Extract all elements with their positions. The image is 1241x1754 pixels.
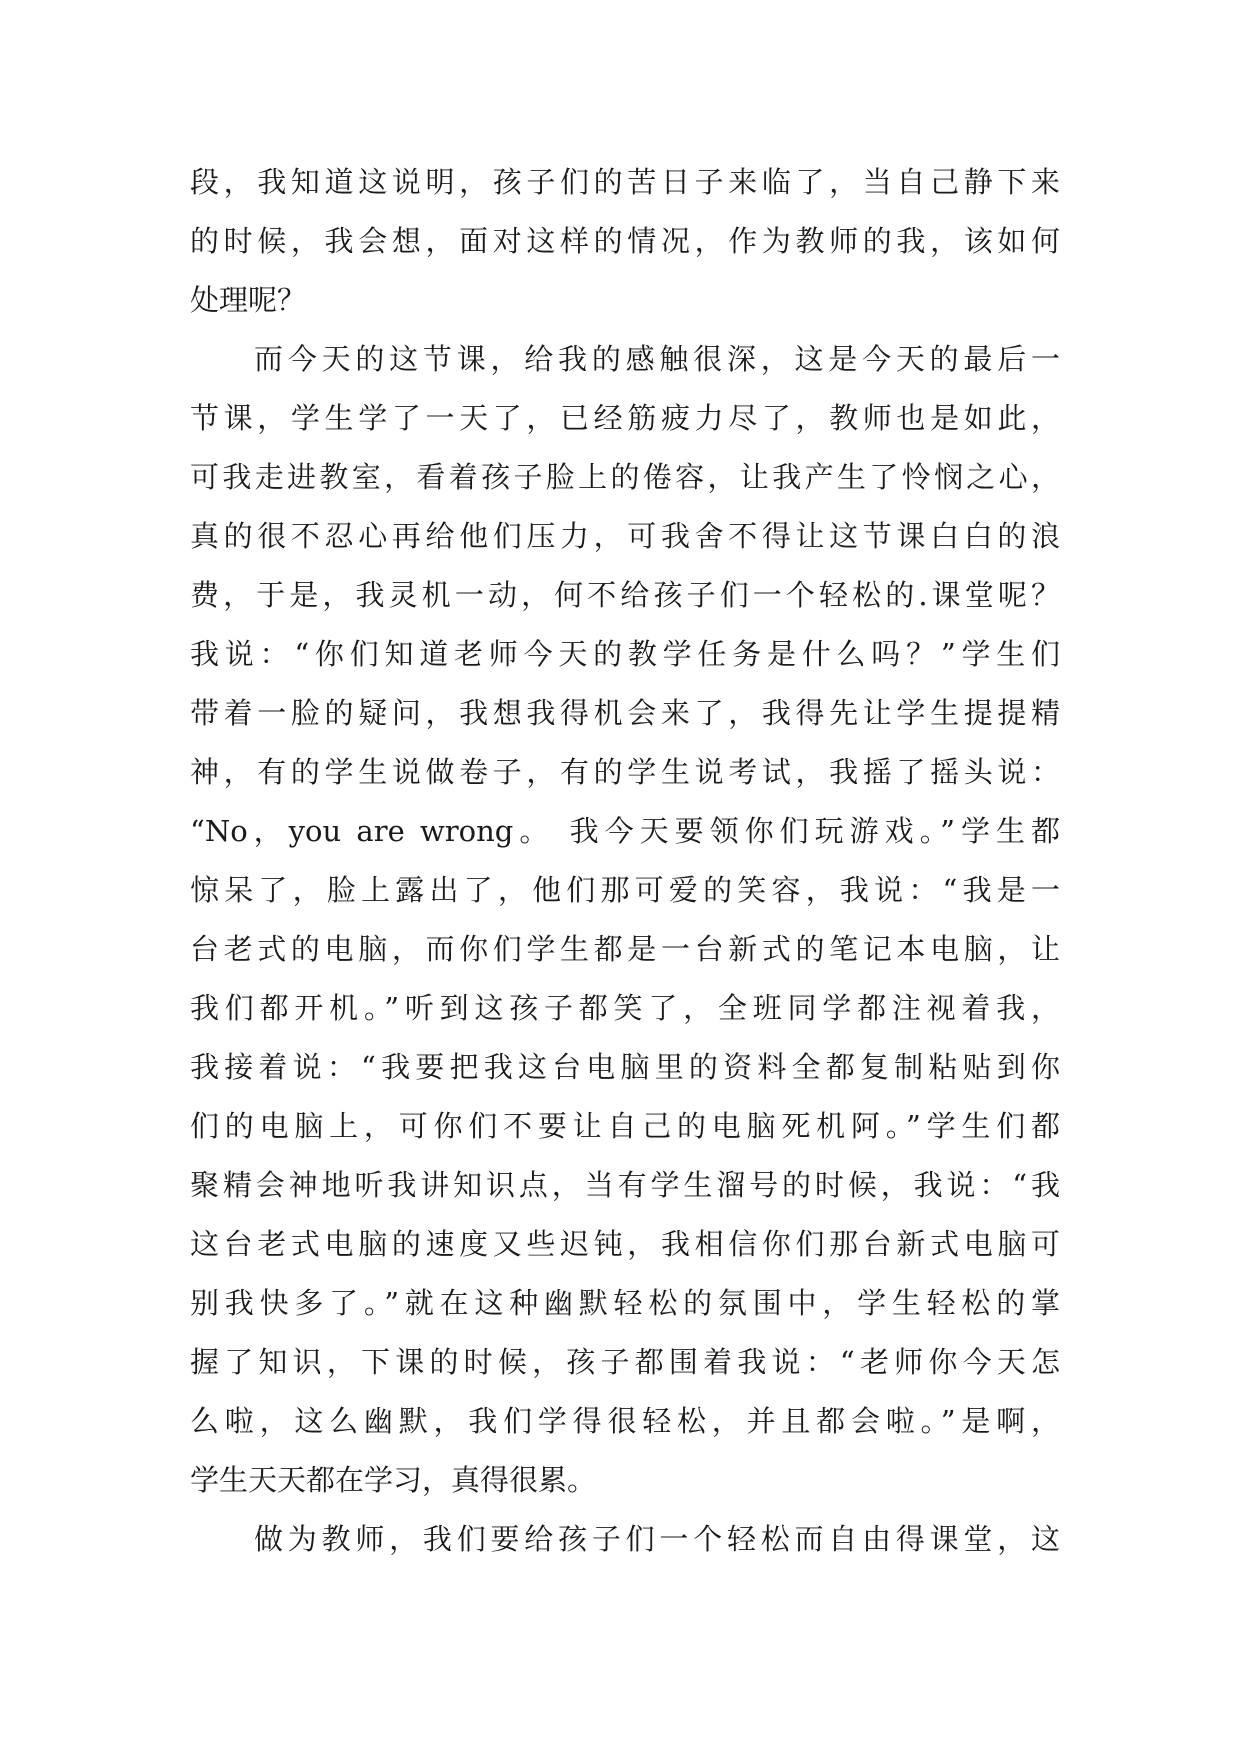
text-line: 我接着说：“我要把我这台电脑里的资料全都复制粘贴到你	[190, 1050, 1060, 1084]
text-line: 我说：“你们知道老师今天的教学任务是什么吗？”学生们	[190, 637, 1060, 671]
text-line: 么啦，这么幽默，我们学得很轻松，并且都会啦。”是啊，	[190, 1404, 1060, 1438]
text-line: 们的电脑上，可你们不要让自己的电脑死机阿。”学生们都	[190, 1109, 1060, 1143]
text-line: 节课，学生学了一天了，已经筋疲力尽了，教师也是如此，	[190, 401, 1060, 435]
text-line: 真的很不忍心再给他们压力，可我舍不得让这节课白白的浪	[190, 519, 1060, 553]
paragraph-first-line: 而今天的这节课，给我的感触很深，这是今天的最后一	[254, 342, 1060, 376]
text-line: 的时候，我会想，面对这样的情况，作为教师的我，该如何	[190, 224, 1060, 258]
text-line: 台老式的电脑，而你们学生都是一台新式的笔记本电脑，让	[190, 932, 1060, 966]
text-line: 握了知识，下课的时候，孩子都围着我说：“老师你今天怎	[190, 1345, 1060, 1379]
text-line: 可我走进教室，看着孩子脸上的倦容，让我产生了怜悯之心，	[190, 460, 1060, 494]
text-line: 聚精会神地听我讲知识点，当有学生溜号的时候，我说：“我	[190, 1168, 1060, 1202]
text-line: 学生天天都在学习，真得很累。	[190, 1463, 597, 1497]
body-text	[190, 153, 1060, 1569]
text-line: 神，有的学生说做卷子，有的学生说考试，我摇了摇头说：	[190, 755, 1060, 789]
text-line: 段，我知道这说明，孩子们的苦日子来临了，当自己静下来	[190, 165, 1060, 199]
text-line: 惊呆了，脸上露出了，他们那可爱的笑容，我说：“我是一	[190, 873, 1060, 907]
text-line: 处理呢？	[190, 283, 307, 317]
text-line: 这台老式电脑的速度又些迟钝，我相信你们那台新式电脑可	[190, 1227, 1060, 1261]
text-line: 我们都开机。”听到这孩子都笑了，全班同学都注视着我，	[190, 991, 1060, 1025]
text-line: 别我快多了。”就在这种幽默轻松的氛围中，学生轻松的掌	[190, 1286, 1060, 1320]
paragraph-first-line: 做为教师，我们要给孩子们一个轻松而自由得课堂，这	[254, 1522, 1060, 1556]
text-line: “No，you are wrong。 我今天要领你们玩游戏。”学生都	[190, 814, 1060, 848]
text-line: 带着一脸的疑问，我想我得机会来了，我得先让学生提提精	[190, 696, 1060, 730]
text-line: 费，于是，我灵机一动，何不给孩子们一个轻松的.课堂呢？	[190, 578, 1060, 612]
